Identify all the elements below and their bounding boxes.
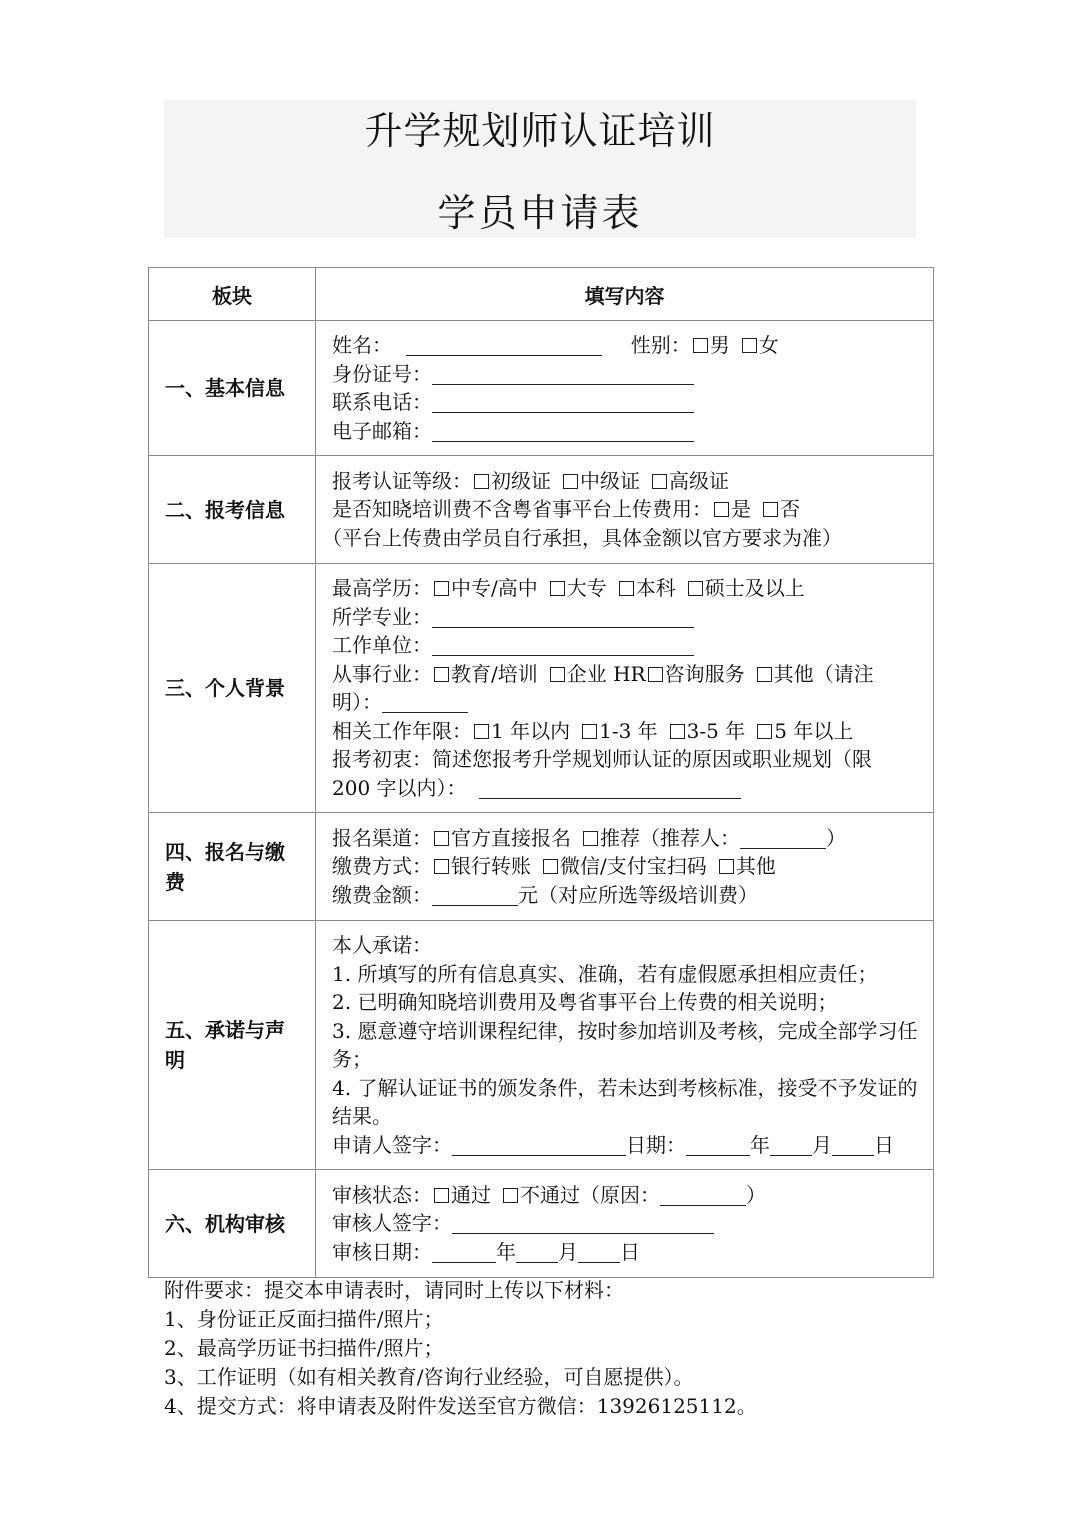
checkbox[interactable] bbox=[652, 474, 667, 489]
year-label: 年 bbox=[750, 1132, 770, 1157]
employer-label: 工作单位： bbox=[332, 633, 432, 657]
option-label: 1 年以内 bbox=[491, 718, 571, 743]
title-block bbox=[164, 100, 916, 238]
checkbox[interactable] bbox=[670, 724, 685, 739]
section-content bbox=[316, 813, 934, 921]
day-field[interactable] bbox=[832, 1135, 874, 1156]
checkbox[interactable] bbox=[550, 667, 565, 682]
pledge-intro: 本人承诺： bbox=[332, 933, 432, 957]
attachment-item: 1、身份证正反面扫描件/照片； bbox=[164, 1307, 444, 1331]
sign-label: 申请人签字： bbox=[332, 1132, 452, 1157]
header-content: 填写内容 bbox=[316, 268, 934, 321]
id-label: 身份证号： bbox=[332, 361, 432, 386]
amount-label: 缴费金额： bbox=[332, 882, 432, 907]
section-label: 二、报考信息 bbox=[149, 456, 316, 564]
checkbox[interactable] bbox=[434, 667, 449, 682]
email-field[interactable] bbox=[432, 421, 694, 442]
section-label: 六、机构审核 bbox=[149, 1170, 316, 1278]
title-line-1: 升学规划师认证培训 bbox=[364, 109, 716, 153]
month-label: 月 bbox=[558, 1239, 578, 1264]
gender-label: 性别： bbox=[630, 333, 691, 357]
checkbox[interactable] bbox=[474, 724, 489, 739]
level-label: 报考认证等级： bbox=[332, 468, 472, 493]
section-label: 一、基本信息 bbox=[149, 321, 316, 456]
checkbox[interactable] bbox=[648, 667, 663, 682]
title-line-2: 学员申请表 bbox=[437, 191, 643, 235]
checkbox[interactable] bbox=[693, 338, 708, 353]
attachments-block bbox=[164, 1276, 964, 1421]
checkbox[interactable] bbox=[503, 1188, 518, 1203]
checkbox[interactable] bbox=[434, 1188, 449, 1203]
checkbox[interactable] bbox=[714, 502, 729, 517]
education-label: 最高学历： bbox=[332, 576, 432, 600]
review-date-label: 审核日期： bbox=[332, 1239, 432, 1264]
status-label: 审核状态： bbox=[332, 1182, 432, 1207]
major-field[interactable] bbox=[432, 607, 694, 628]
checkbox[interactable] bbox=[582, 724, 597, 739]
pledge-item: 1. 所填写的所有信息真实、准确，若有虚假愿承担相应责任； bbox=[332, 961, 878, 986]
section-content bbox=[316, 321, 934, 456]
option-label: 大专 bbox=[566, 576, 607, 600]
month-field[interactable] bbox=[516, 1242, 558, 1263]
checkbox[interactable] bbox=[550, 581, 565, 596]
checkbox[interactable] bbox=[563, 474, 578, 489]
option-label: 女 bbox=[758, 333, 779, 357]
day-field[interactable] bbox=[578, 1242, 620, 1263]
checkbox[interactable] bbox=[474, 474, 489, 489]
option-label: 男 bbox=[709, 333, 730, 357]
motive-cont: 200 字以内）： bbox=[332, 775, 467, 800]
year-field[interactable] bbox=[432, 1242, 496, 1263]
section-label: 三、个人背景 bbox=[149, 564, 316, 813]
option-label: 是 bbox=[731, 497, 751, 522]
year-field[interactable] bbox=[686, 1135, 750, 1156]
date-label: 日期： bbox=[626, 1132, 686, 1157]
checkbox[interactable] bbox=[688, 581, 703, 596]
section-content bbox=[316, 1170, 934, 1278]
section-payment-row bbox=[149, 813, 934, 921]
phone-field[interactable] bbox=[432, 392, 694, 413]
reviewer-signature-field[interactable] bbox=[452, 1213, 714, 1234]
fee-note: （平台上传费由学员自行承担，具体金额以官方要求为准） bbox=[322, 525, 842, 550]
section-label: 四、报名与缴费 bbox=[149, 813, 316, 921]
month-label: 月 bbox=[812, 1132, 832, 1157]
status-close: ） bbox=[746, 1182, 766, 1207]
major-label: 所学专业： bbox=[332, 604, 432, 629]
industry-other-label: 明）： bbox=[332, 690, 382, 714]
table-header-row bbox=[149, 268, 934, 321]
option-label: 推荐（推荐人： bbox=[600, 825, 740, 850]
day-label: 日 bbox=[874, 1132, 894, 1157]
attachment-item: 4、提交方式：将申请表及附件发送至官方微信：13926125112。 bbox=[164, 1394, 757, 1418]
section-content bbox=[316, 564, 934, 813]
pledge-item: 4. 了解认证证书的颁发条件，若未达到考核标准，接受不予发证的结果。 bbox=[332, 1075, 918, 1128]
id-number-field[interactable] bbox=[432, 364, 694, 385]
industry-label: 从事行业： bbox=[332, 661, 432, 686]
channel-close: ） bbox=[826, 825, 846, 850]
section-background-row bbox=[149, 564, 934, 813]
section-label: 五、承诺与声明 bbox=[149, 921, 316, 1170]
industry-other-field[interactable] bbox=[382, 692, 468, 713]
checkbox[interactable] bbox=[434, 581, 449, 596]
attachments-intro: 附件要求：提交本申请表时，请同时上传以下材料： bbox=[164, 1278, 624, 1302]
section-content bbox=[316, 456, 934, 564]
channel-label: 报名渠道： bbox=[332, 825, 432, 850]
option-label: 其他 bbox=[735, 854, 776, 879]
option-label: 3-5 年 bbox=[686, 718, 746, 743]
checkbox[interactable] bbox=[434, 859, 449, 874]
motive-field[interactable] bbox=[479, 778, 741, 799]
option-label: 官方直接报名 bbox=[451, 825, 571, 850]
option-label: 企业 HR bbox=[566, 661, 646, 686]
amount-field[interactable] bbox=[432, 885, 518, 906]
reason-field[interactable] bbox=[660, 1185, 746, 1206]
checkbox[interactable] bbox=[583, 831, 598, 846]
year-label: 年 bbox=[496, 1239, 516, 1264]
header-section: 板块 bbox=[149, 268, 316, 321]
motive-label: 报考初衷：简述您报考升学规划师认证的原因或职业规划（限 bbox=[332, 747, 872, 771]
day-label: 日 bbox=[620, 1239, 640, 1264]
option-label: 硕士及以上 bbox=[704, 576, 805, 600]
option-label: 初级证 bbox=[491, 468, 551, 493]
attachment-item: 2、最高学历证书扫描件/照片； bbox=[164, 1336, 444, 1360]
email-label: 电子邮箱： bbox=[332, 418, 432, 443]
month-field[interactable] bbox=[770, 1135, 812, 1156]
checkbox[interactable] bbox=[742, 338, 757, 353]
checkbox[interactable] bbox=[434, 831, 449, 846]
application-form-table bbox=[148, 267, 934, 1278]
referrer-field[interactable] bbox=[740, 828, 826, 849]
checkbox[interactable] bbox=[619, 581, 634, 596]
pledge-item: 3. 愿意遵守培训课程纪律，按时参加培训及考核，完成全部学习任务； bbox=[332, 1018, 918, 1071]
name-field[interactable] bbox=[406, 335, 602, 356]
option-label: 中级证 bbox=[580, 468, 640, 493]
option-label: 不通过（原因： bbox=[520, 1182, 660, 1207]
employer-field[interactable] bbox=[432, 635, 694, 656]
method-label: 缴费方式： bbox=[332, 854, 432, 879]
checkbox[interactable] bbox=[719, 859, 734, 874]
checkbox[interactable] bbox=[763, 502, 778, 517]
option-label: 高级证 bbox=[669, 468, 729, 493]
section-exam-row bbox=[149, 456, 934, 564]
option-label: 否 bbox=[780, 497, 800, 522]
amount-suffix: 元（对应所选等级培训费） bbox=[518, 882, 758, 907]
pledge-item: 2. 已明确知晓培训费用及粤省事平台上传费的相关说明； bbox=[332, 990, 838, 1014]
option-label: 银行转账 bbox=[451, 854, 531, 879]
option-label: 本科 bbox=[635, 576, 676, 600]
option-label: 5 年以上 bbox=[774, 718, 854, 743]
option-label: 其他（请注 bbox=[773, 661, 874, 686]
attachment-item: 3、工作证明（如有相关教育/咨询行业经验，可自愿提供）。 bbox=[164, 1365, 694, 1389]
section-content bbox=[316, 921, 934, 1170]
phone-label: 联系电话： bbox=[332, 390, 432, 414]
section-review-row bbox=[149, 1170, 934, 1278]
reviewer-label: 审核人签字： bbox=[332, 1211, 452, 1236]
fee-question: 是否知晓培训费不含粤省事平台上传费用： bbox=[332, 497, 712, 522]
option-label: 通过 bbox=[451, 1182, 491, 1207]
checkbox[interactable] bbox=[757, 724, 772, 739]
option-label: 咨询服务 bbox=[664, 661, 745, 686]
option-label: 1-3 年 bbox=[599, 718, 658, 743]
checkbox[interactable] bbox=[757, 667, 772, 682]
section-pledge-row bbox=[149, 921, 934, 1170]
option-label: 教育/培训 bbox=[451, 661, 538, 686]
signature-field[interactable] bbox=[452, 1135, 626, 1156]
years-label: 相关工作年限： bbox=[332, 718, 472, 743]
name-label: 姓名： bbox=[332, 333, 392, 357]
checkbox[interactable] bbox=[543, 859, 558, 874]
option-label: 中专/高中 bbox=[451, 576, 538, 600]
option-label: 微信/支付宝扫码 bbox=[560, 854, 707, 879]
section-basic-row bbox=[149, 321, 934, 456]
